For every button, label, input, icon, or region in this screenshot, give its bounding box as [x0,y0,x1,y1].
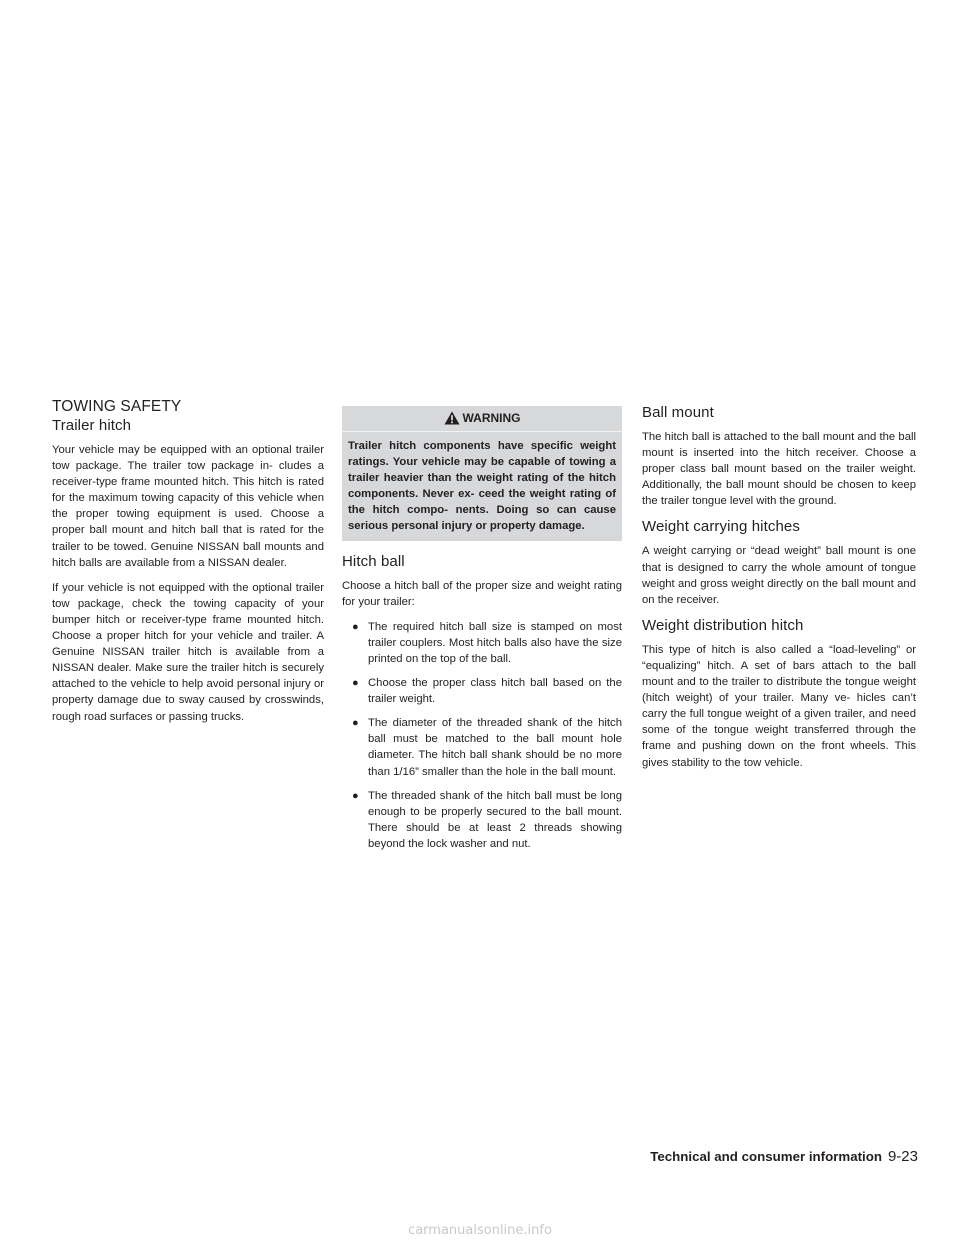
column-middle [342,398,622,860]
warning-text: Trailer hitch components have specific weight ratings. Your vehicle may be capable of towing a trailer heavier than the weight rating of the hitch components. Never ex- ceed the weight rating of the hitch compo- nents. Doing so can cause serious personal injury or property damage. [348,440,616,533]
heading-trailer-hitch: Trailer hitch [52,417,132,434]
footer-section-title: Technical and consumer information [650,1149,882,1164]
bullet-icon: ● [352,677,359,690]
list-item-text: The diameter of the threaded shank of the hitch ball must be matched to the ball mount hole diameter. The hitch ball shank should be no more than 1/16” smaller than the hole in the ball mount. [368,717,622,778]
page-number: 9-23 [887,1148,918,1165]
warning-header [342,406,622,432]
hitch-ball-list [342,619,622,852]
warning-triangle-icon [444,411,460,425]
heading-hitch-ball: Hitch ball [342,552,405,570]
trailer-hitch-paragraph-1: Your vehicle may be equipped with an optional trailer tow package. The trailer tow package in- cludes a receiver-type frame mounted hitch. This hitch is rated for the maximum towing capacity of this vehicle when the proper towing equipment is used. Choose a proper ball mount and hitch ball that is rated for the trailer to be towed. Genuine NISSAN ball mounts and hitch balls are available from a NISSAN dealer. [52,444,324,569]
heading-weight-distribution: Weight distribution hitch [642,616,804,634]
watermark: carmanualsonline.info [408,1223,552,1238]
heading-weight-carrying: Weight carrying hitches [642,518,800,536]
list-item [342,788,622,852]
list-item-text: The required hitch ball size is stamped on most trailer couplers. Most hitch balls also have the size printed on the top of the ball. [368,620,622,665]
section-title: TOWING SAFETY [52,398,182,415]
warning-label: WARNING [462,411,521,425]
list-item [342,619,622,667]
list-item-text: The threaded shank of the hitch ball must be long enough to be properly secured to the ball mount. There should be at least 2 threads showing beyond the lock washer and nut. [368,789,622,850]
list-item-text: Choose the proper class hitch ball based on the trailer weight. [368,677,622,706]
bullet-icon: ● [352,717,359,730]
page-footer [618,1148,918,1166]
bullet-icon: ● [352,620,359,633]
column-left [52,398,324,734]
list-item [342,715,622,779]
heading-ball-mount: Ball mount [642,404,714,421]
weight-carrying-text: A weight carrying or “dead weight” ball mount is one that is designed to carry the whole amount of tongue weight and gross weight directly on the ball mount and on the receiver. [642,545,916,606]
list-item [342,675,622,707]
warning-box [342,406,622,541]
bullet-icon: ● [352,789,359,802]
hitch-ball-intro: Choose a hitch ball of the proper size and weight rating for your trailer: [342,579,622,608]
weight-distribution-text: This type of hitch is also called a “load-leveling” or “equalizing” hitch. A set of bars attach to the ball mount and to the trailer to distribute the tongue weight (hitch weight) of your trailer. Many ve- hicles can’t carry the full tongue weight of a given trailer, and need some of the tongue weight transferred through the frame and pushing down on the front wheels. This gives stability to the tow vehicle. [642,643,916,769]
column-right [642,404,916,780]
ball-mount-text: The hitch ball is attached to the ball mount and the ball mount is inserted into the hitch receiver. Choose a proper class ball mount based on the trailer weight. Additionally, the ball mount should be chosen to keep the trailer tongue level with the ground. [642,431,916,508]
trailer-hitch-paragraph-2: If your vehicle is not equipped with the optional trailer tow package, check the towing capacity of your bumper hitch or receiver-type frame mounted hitch. Choose a proper hitch for your vehicle and trailer. A Genuine NISSAN trailer hitch is available from a NISSAN dealer. Make sure the trailer hitch is securely attached to the vehicle to help avoid personal injury or property damage due to sway caused by crosswinds, rough road surfaces or passing trucks. [52,581,324,723]
